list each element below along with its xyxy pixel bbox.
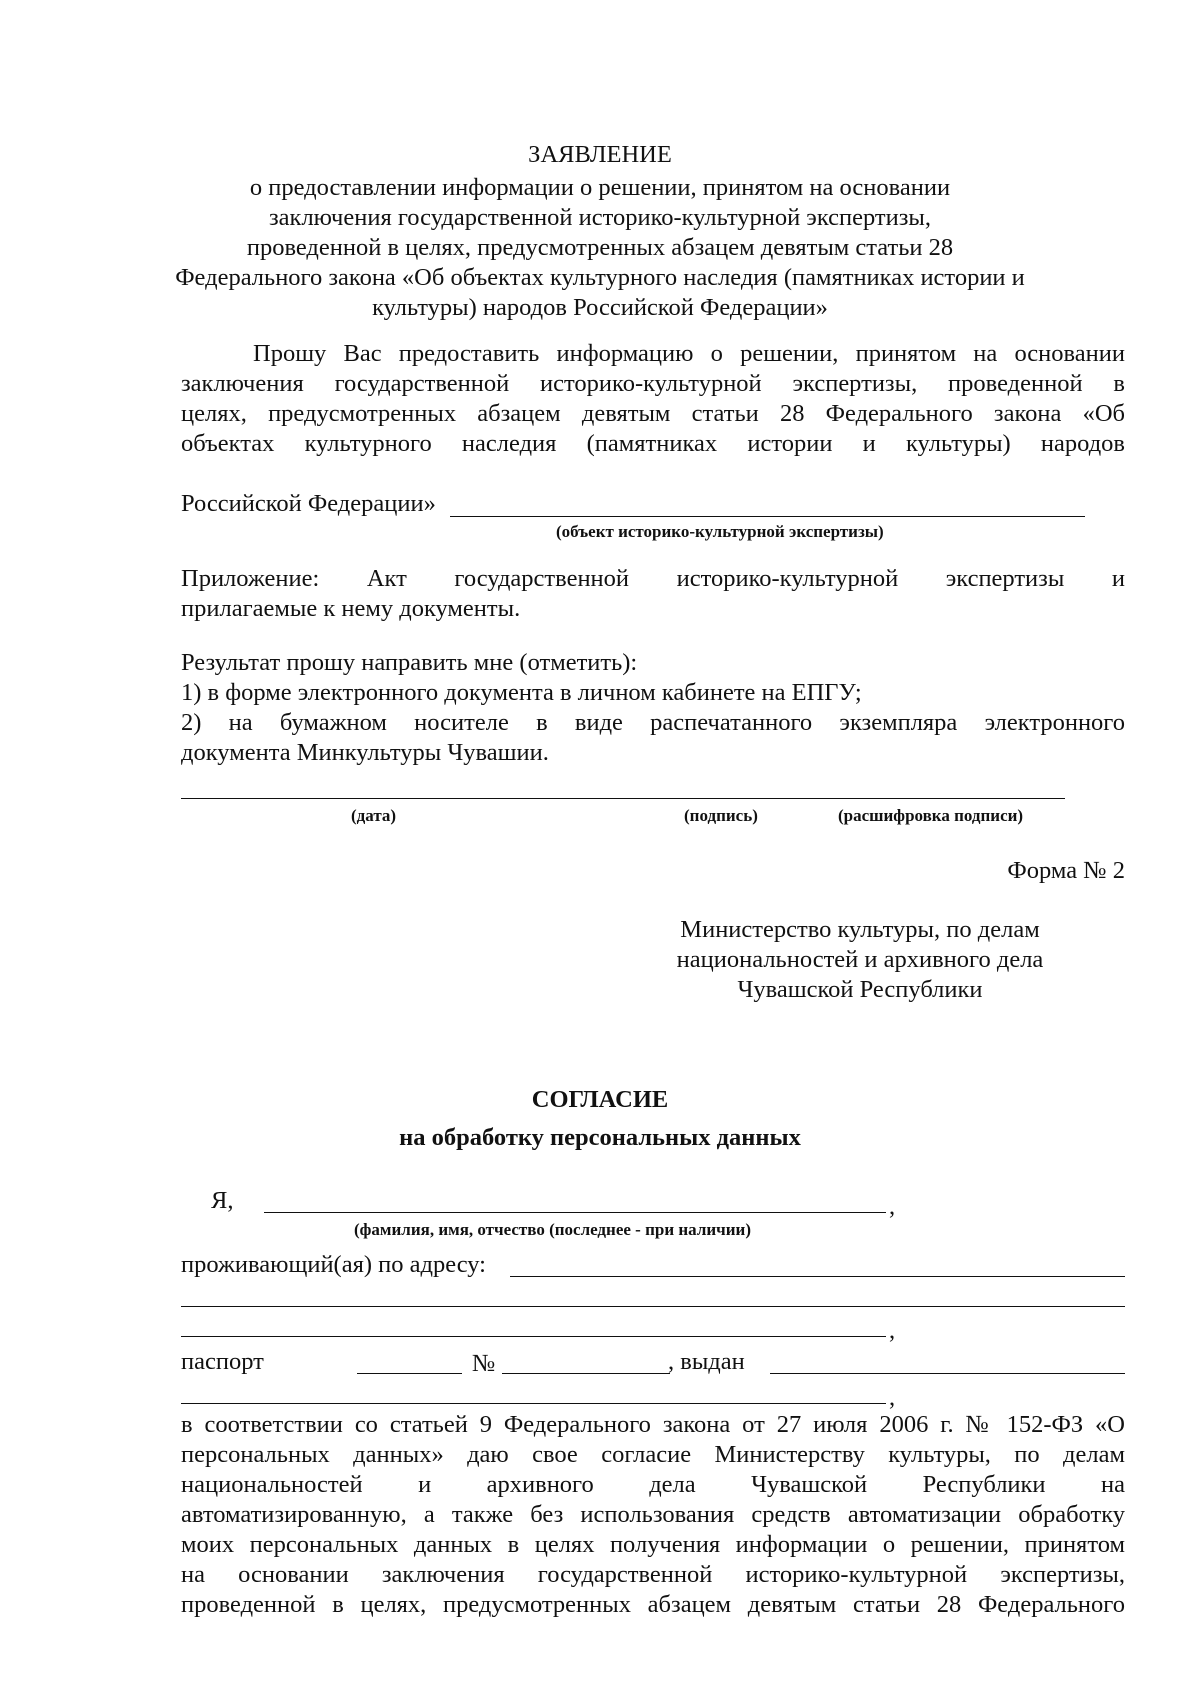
- request-line: целях, предусмотренных абзацем девятым статьи 28 Федерального закона «Об: [181, 400, 1125, 427]
- date-caption: (дата): [351, 806, 397, 825]
- result-option-1: 1) в форме электронного документа в личном кабинете на ЕПГУ;: [181, 679, 862, 706]
- signature-caption: (подпись): [684, 806, 758, 825]
- attachment-block: [181, 564, 1125, 624]
- consent-line: проведенной в целях, предусмотренных абзацем девятым статьи 28 Федерального: [181, 1591, 1125, 1618]
- addressee-line: Министерство культуры, по делам: [680, 916, 1040, 943]
- result-option-2: 2) на бумажном носителе в виде распечатанного экземпляра электронного: [181, 709, 1125, 736]
- request-last-line: Российской Федерации»: [181, 490, 436, 517]
- comma: ,: [889, 1384, 896, 1411]
- comma: ,: [889, 1193, 896, 1220]
- passport-issuer-field-2[interactable]: [181, 1403, 886, 1404]
- decode-caption: (расшифровка подписи): [838, 806, 1024, 825]
- signature-line[interactable]: [181, 798, 1065, 799]
- consent-title: СОГЛАСИЕ: [531, 1086, 669, 1113]
- addressee-block: [640, 915, 1080, 1005]
- name-caption: (фамилия, имя, отчество (последнее - при наличии): [354, 1220, 751, 1239]
- object-caption: (объект историко-культурной экспертизы): [556, 522, 884, 541]
- object-field-line[interactable]: [450, 516, 1085, 517]
- form-number: Форма № 2: [1007, 857, 1125, 884]
- consent-line: персональных данных» даю свое согласие Министерству культуры, по делам: [181, 1441, 1125, 1468]
- subtitle-line: о предоставлении информации о решении, принятом на основании: [249, 174, 951, 201]
- request-line: объектах культурного наследия (памятниках истории и культуры) народов: [181, 430, 1125, 457]
- result-block: [181, 648, 1125, 768]
- number-label: №: [472, 1350, 496, 1377]
- request-line: заключения государственной историко-культурной экспертизы, проведенной в: [181, 370, 1125, 397]
- subtitle-line: культуры) народов Российской Федерации»: [372, 294, 828, 321]
- attachment-line: Приложение: Акт государственной историко-культурной экспертизы и: [181, 565, 1125, 592]
- passport-label: паспорт: [181, 1348, 264, 1375]
- subtitle-line: Федерального закона «Об объектах культурного наследия (памятниках истории и: [175, 264, 1025, 291]
- full-name-field[interactable]: [264, 1212, 886, 1213]
- consent-line: в соответствии со статьей 9 Федерального закона от 27 июля 2006 г. № 152-ФЗ «О: [181, 1411, 1125, 1438]
- consent-line: на основании заключения государственной историко-культурной экспертизы,: [181, 1561, 1125, 1588]
- result-intro: Результат прошу направить мне (отметить):: [181, 649, 638, 676]
- consent-line: автоматизированную, а также без использования средств автоматизации обработку: [181, 1501, 1125, 1528]
- consent-line: национальностей и архивного дела Чувашской Республики на: [181, 1471, 1125, 1498]
- subtitle-line: заключения государственной историко-культурной экспертизы,: [268, 204, 931, 231]
- attachment-line: прилагаемые к нему документы.: [181, 595, 521, 622]
- addressee-line: национальностей и архивного дела: [676, 946, 1044, 973]
- request-paragraph: [181, 339, 1125, 459]
- comma: ,: [889, 1317, 896, 1344]
- subtitle-line: проведенной в целях, предусмотренных абзацем девятым статьи 28: [246, 234, 954, 261]
- consent-line: моих персональных данных в целях получения информации о решении, принятом: [181, 1531, 1125, 1558]
- address-field-1[interactable]: [510, 1276, 1125, 1277]
- request-line: Прошу Вас предоставить информацию о решении, принятом на основании: [253, 340, 1125, 367]
- address-label: проживающий(ая) по адресу:: [181, 1251, 486, 1278]
- address-field-3[interactable]: [181, 1336, 886, 1337]
- consent-subtitle: на обработку персональных данных: [399, 1124, 801, 1151]
- addressee-line: Чувашской Республики: [737, 976, 983, 1003]
- issued-label: , выдан: [668, 1348, 745, 1375]
- application-subtitle: [0, 173, 1200, 323]
- application-title: ЗАЯВЛЕНИЕ: [528, 141, 672, 168]
- passport-series-field[interactable]: [357, 1373, 462, 1374]
- address-field-2[interactable]: [181, 1306, 1125, 1307]
- passport-number-field[interactable]: [502, 1373, 670, 1374]
- result-option-2-cont: документа Минкультуры Чувашии.: [181, 739, 549, 766]
- passport-issuer-field[interactable]: [770, 1373, 1125, 1374]
- consent-paragraph: [181, 1410, 1125, 1620]
- ya-label: Я,: [211, 1187, 234, 1214]
